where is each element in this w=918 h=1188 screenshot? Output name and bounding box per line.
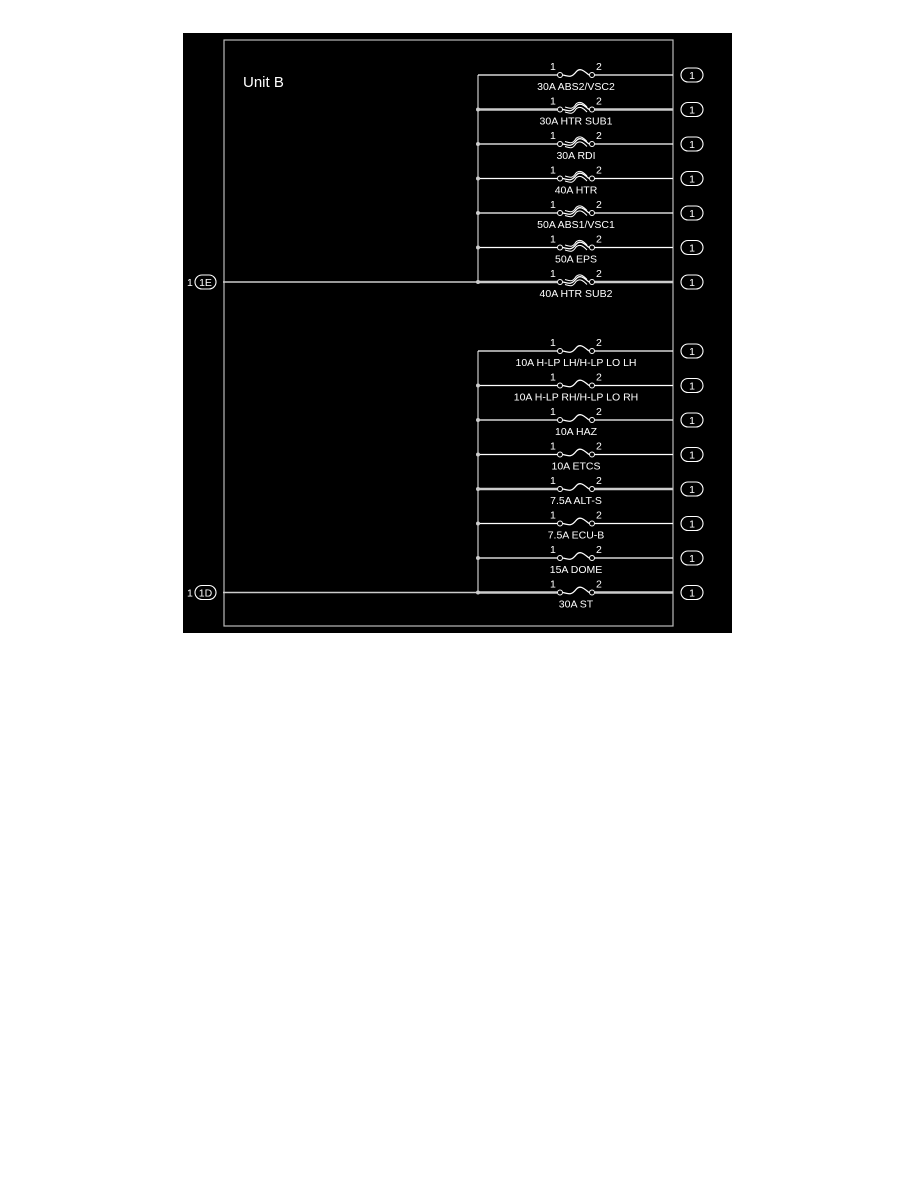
fuse-label: 30A ABS2/VSC2 [537,81,615,93]
fuse-pin-2-label: 2 [596,95,602,108]
fuse-label: 30A RDI [556,150,596,162]
fuse-pin-2-label: 2 [596,268,602,280]
output-connector-label: 1 [689,380,695,393]
fuse-pin-1 [558,73,563,78]
fuse-pin-2 [590,590,595,595]
fuse-pin-2-label: 2 [596,509,602,522]
fuse-wiring-diagram [183,33,732,638]
junction-dot [476,384,480,388]
fuse-pin-1 [558,452,563,457]
fuse-pin-2 [590,418,595,423]
fuse-pin-2 [590,211,595,216]
fuse-pin-2-label: 2 [596,578,602,591]
fuse-pin-1-label: 1 [550,268,556,280]
output-connector-label: 1 [689,139,695,151]
output-connector-label: 1 [689,277,695,289]
diagram-canvas [183,33,732,633]
output-connector-label: 1 [689,484,695,496]
input-pin-label: 1 [187,587,193,600]
fuse-pin-1 [558,245,563,250]
fuse-pin-2 [590,556,595,561]
fuse-pin-2-label: 2 [596,371,602,384]
fuse-pin-1 [558,556,563,561]
fuse-pin-2 [590,487,595,492]
junction-dot [476,487,480,491]
junction-dot [476,418,480,422]
fuse-pin-1-label: 1 [550,544,556,556]
junction-dot [476,522,480,526]
fuse-pin-2-label: 2 [596,130,602,142]
junction-dot [476,177,480,181]
output-connector-label: 1 [689,587,695,600]
fuse-pin-1 [558,418,563,423]
junction-dot [476,108,480,112]
fuse-label: 40A HTR SUB2 [539,288,613,300]
fuse-label: 10A HAZ [554,426,598,438]
input-connector-label: 1E [199,277,212,289]
fuse-pin-2-label: 2 [596,544,602,556]
unit-label: Unit B [243,74,284,91]
fuse-pin-1 [558,176,563,181]
fuse-pin-2-label: 2 [596,199,602,211]
fuse-pin-2 [590,349,595,354]
fuse-pin-2-label: 2 [596,61,602,73]
fuse-label: 15A DOME [549,564,603,576]
fuse-label: 40A HTR [554,184,598,197]
fuse-pin-1 [558,487,563,492]
fuse-label: 7.5A ECU-B [547,529,605,542]
fuse-pin-2 [590,142,595,147]
input-connector-label: 1D [198,587,213,600]
fuse-pin-1 [558,142,563,147]
fuse-pin-1-label: 1 [550,509,556,522]
output-connector-label: 1 [689,553,695,565]
fuse-label: 10A H-LP LH/H-LP LO LH [515,357,637,369]
junction-dot [476,142,480,146]
fuse-label: 50A ABS1/VSC1 [537,219,615,231]
fuse-label: 30A HTR SUB1 [539,115,613,128]
junction-dot [476,556,480,560]
fuse-pin-1 [558,383,563,388]
fuse-pin-1-label: 1 [550,61,556,73]
fuse-pin-1-label: 1 [550,578,556,591]
output-connector-label: 1 [689,518,695,531]
output-connector-label: 1 [689,415,695,427]
fuse-pin-2 [590,452,595,457]
fuse-pin-2 [590,73,595,78]
fuse-pin-2 [590,245,595,250]
fuse-label: 30A ST [558,598,594,611]
fuse-pin-2 [590,521,595,526]
fuse-label: 10A H-LP RH/H-LP LO RH [513,391,639,404]
fuse-pin-2 [590,280,595,285]
fuse-pin-2-label: 2 [596,164,602,177]
output-connector-label: 1 [689,173,695,186]
fuse-pin-1-label: 1 [550,440,556,453]
input-pin-label: 1 [187,277,193,289]
fuse-pin-1 [558,280,563,285]
fuse-pin-1-label: 1 [550,164,556,177]
fuse-pin-2 [590,107,595,112]
diagram-background [183,33,732,633]
junction-dot [476,211,480,215]
junction-dot [476,246,480,250]
fuse-pin-1-label: 1 [550,475,556,487]
fuse-pin-1-label: 1 [550,199,556,211]
fuse-pin-2-label: 2 [596,337,602,349]
fuse-label: 7.5A ALT-S [550,495,602,507]
fuse-pin-1-label: 1 [550,233,556,246]
fuse-pin-1 [558,349,563,354]
output-connector-label: 1 [689,208,695,220]
fuse-pin-2-label: 2 [596,475,602,487]
output-connector-label: 1 [689,346,695,358]
output-connector-label: 1 [689,242,695,255]
fuse-pin-2 [590,176,595,181]
fuse-pin-2 [590,383,595,388]
fuse-pin-2-label: 2 [596,440,602,453]
junction-dot [476,453,480,457]
fuse-pin-1-label: 1 [550,130,556,142]
output-connector-label: 1 [689,104,695,117]
fuse-pin-1 [558,211,563,216]
output-connector-label: 1 [689,70,695,82]
fuse-pin-2-label: 2 [596,406,602,418]
fuse-pin-1 [558,590,563,595]
fuse-pin-1-label: 1 [550,406,556,418]
fuse-label: 50A EPS [554,253,598,266]
fuse-pin-1-label: 1 [550,337,556,349]
fuse-pin-1 [558,521,563,526]
fuse-pin-2-label: 2 [596,233,602,246]
fuse-pin-1-label: 1 [550,95,556,108]
output-connector-label: 1 [689,449,695,462]
fuse-label: 10A ETCS [551,460,601,473]
fuse-pin-1-label: 1 [550,371,556,384]
fuse-pin-1 [558,107,563,112]
